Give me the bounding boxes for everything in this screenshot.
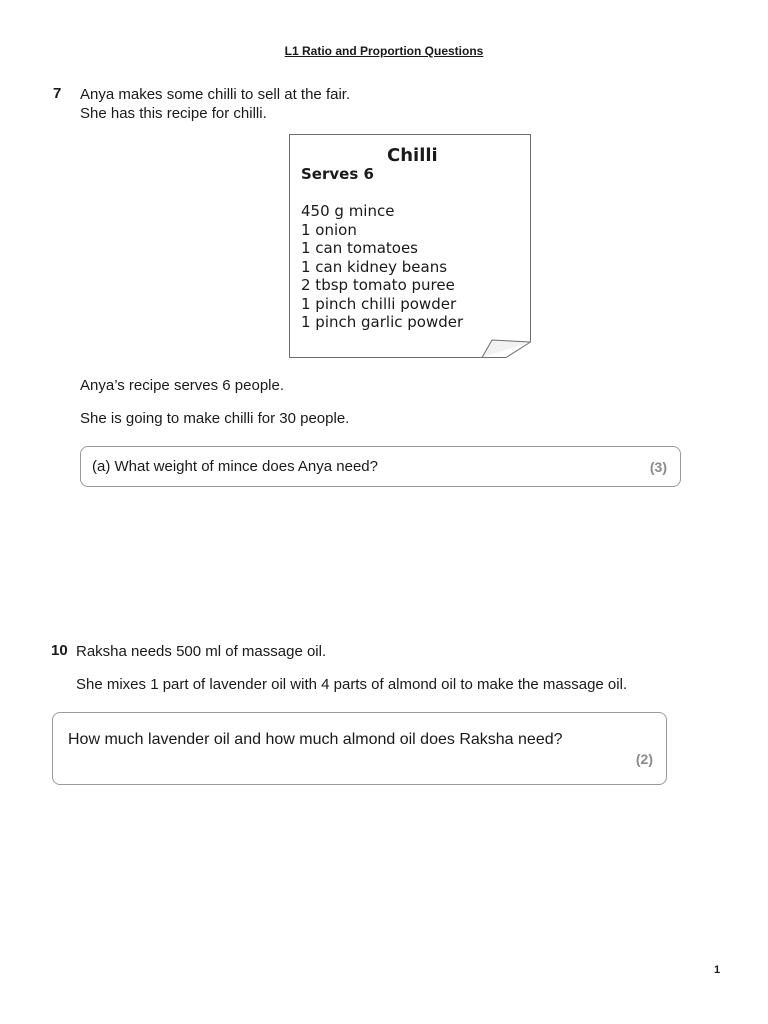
ingredient-item: 1 pinch chilli powder	[301, 294, 457, 313]
question-part-a-box	[80, 446, 681, 487]
ingredient-item: 1 onion	[301, 220, 357, 239]
question-number: 7	[53, 85, 62, 102]
page-title: L1 Ratio and Proportion Questions	[284, 44, 484, 58]
question-box	[52, 712, 667, 785]
question-text: She mixes 1 part of lavender oil with 4 parts of almond oil to make the massage oil.	[76, 676, 628, 693]
ingredient-list	[301, 202, 463, 332]
question-text: Raksha needs 500 ml of massage oil.	[76, 643, 327, 660]
question-text: Anya makes some chilli to sell at the fair.	[80, 86, 351, 103]
ingredient-item: 450 g mince	[301, 202, 395, 220]
question-part-a-prompt: (a) What weight of mince does Anya need?	[92, 458, 378, 475]
question-info: Anya’s recipe serves 6 people.	[80, 377, 285, 394]
question-text: She has this recipe for chilli.	[80, 105, 267, 122]
recipe-card	[289, 134, 531, 358]
question-number: 10	[51, 642, 68, 659]
ingredient-item: 1 can tomatoes	[301, 239, 418, 257]
ingredient-item: 2 tbsp tomato puree	[301, 276, 455, 294]
question-prompt: How much lavender oil and how much almond oil does Raksha need?	[68, 731, 563, 748]
question-info: She is going to make chilli for 30 people.	[80, 410, 350, 427]
recipe-title: Chilli	[387, 145, 438, 166]
ingredient-item: 1 pinch garlic powder	[301, 313, 464, 331]
page-number: 1	[714, 964, 721, 976]
marks-label: (3)	[649, 459, 667, 475]
recipe-serves: Serves 6	[301, 165, 374, 183]
ingredient-item: 1 can kidney beans	[301, 257, 448, 276]
marks-label: (2)	[635, 751, 653, 767]
